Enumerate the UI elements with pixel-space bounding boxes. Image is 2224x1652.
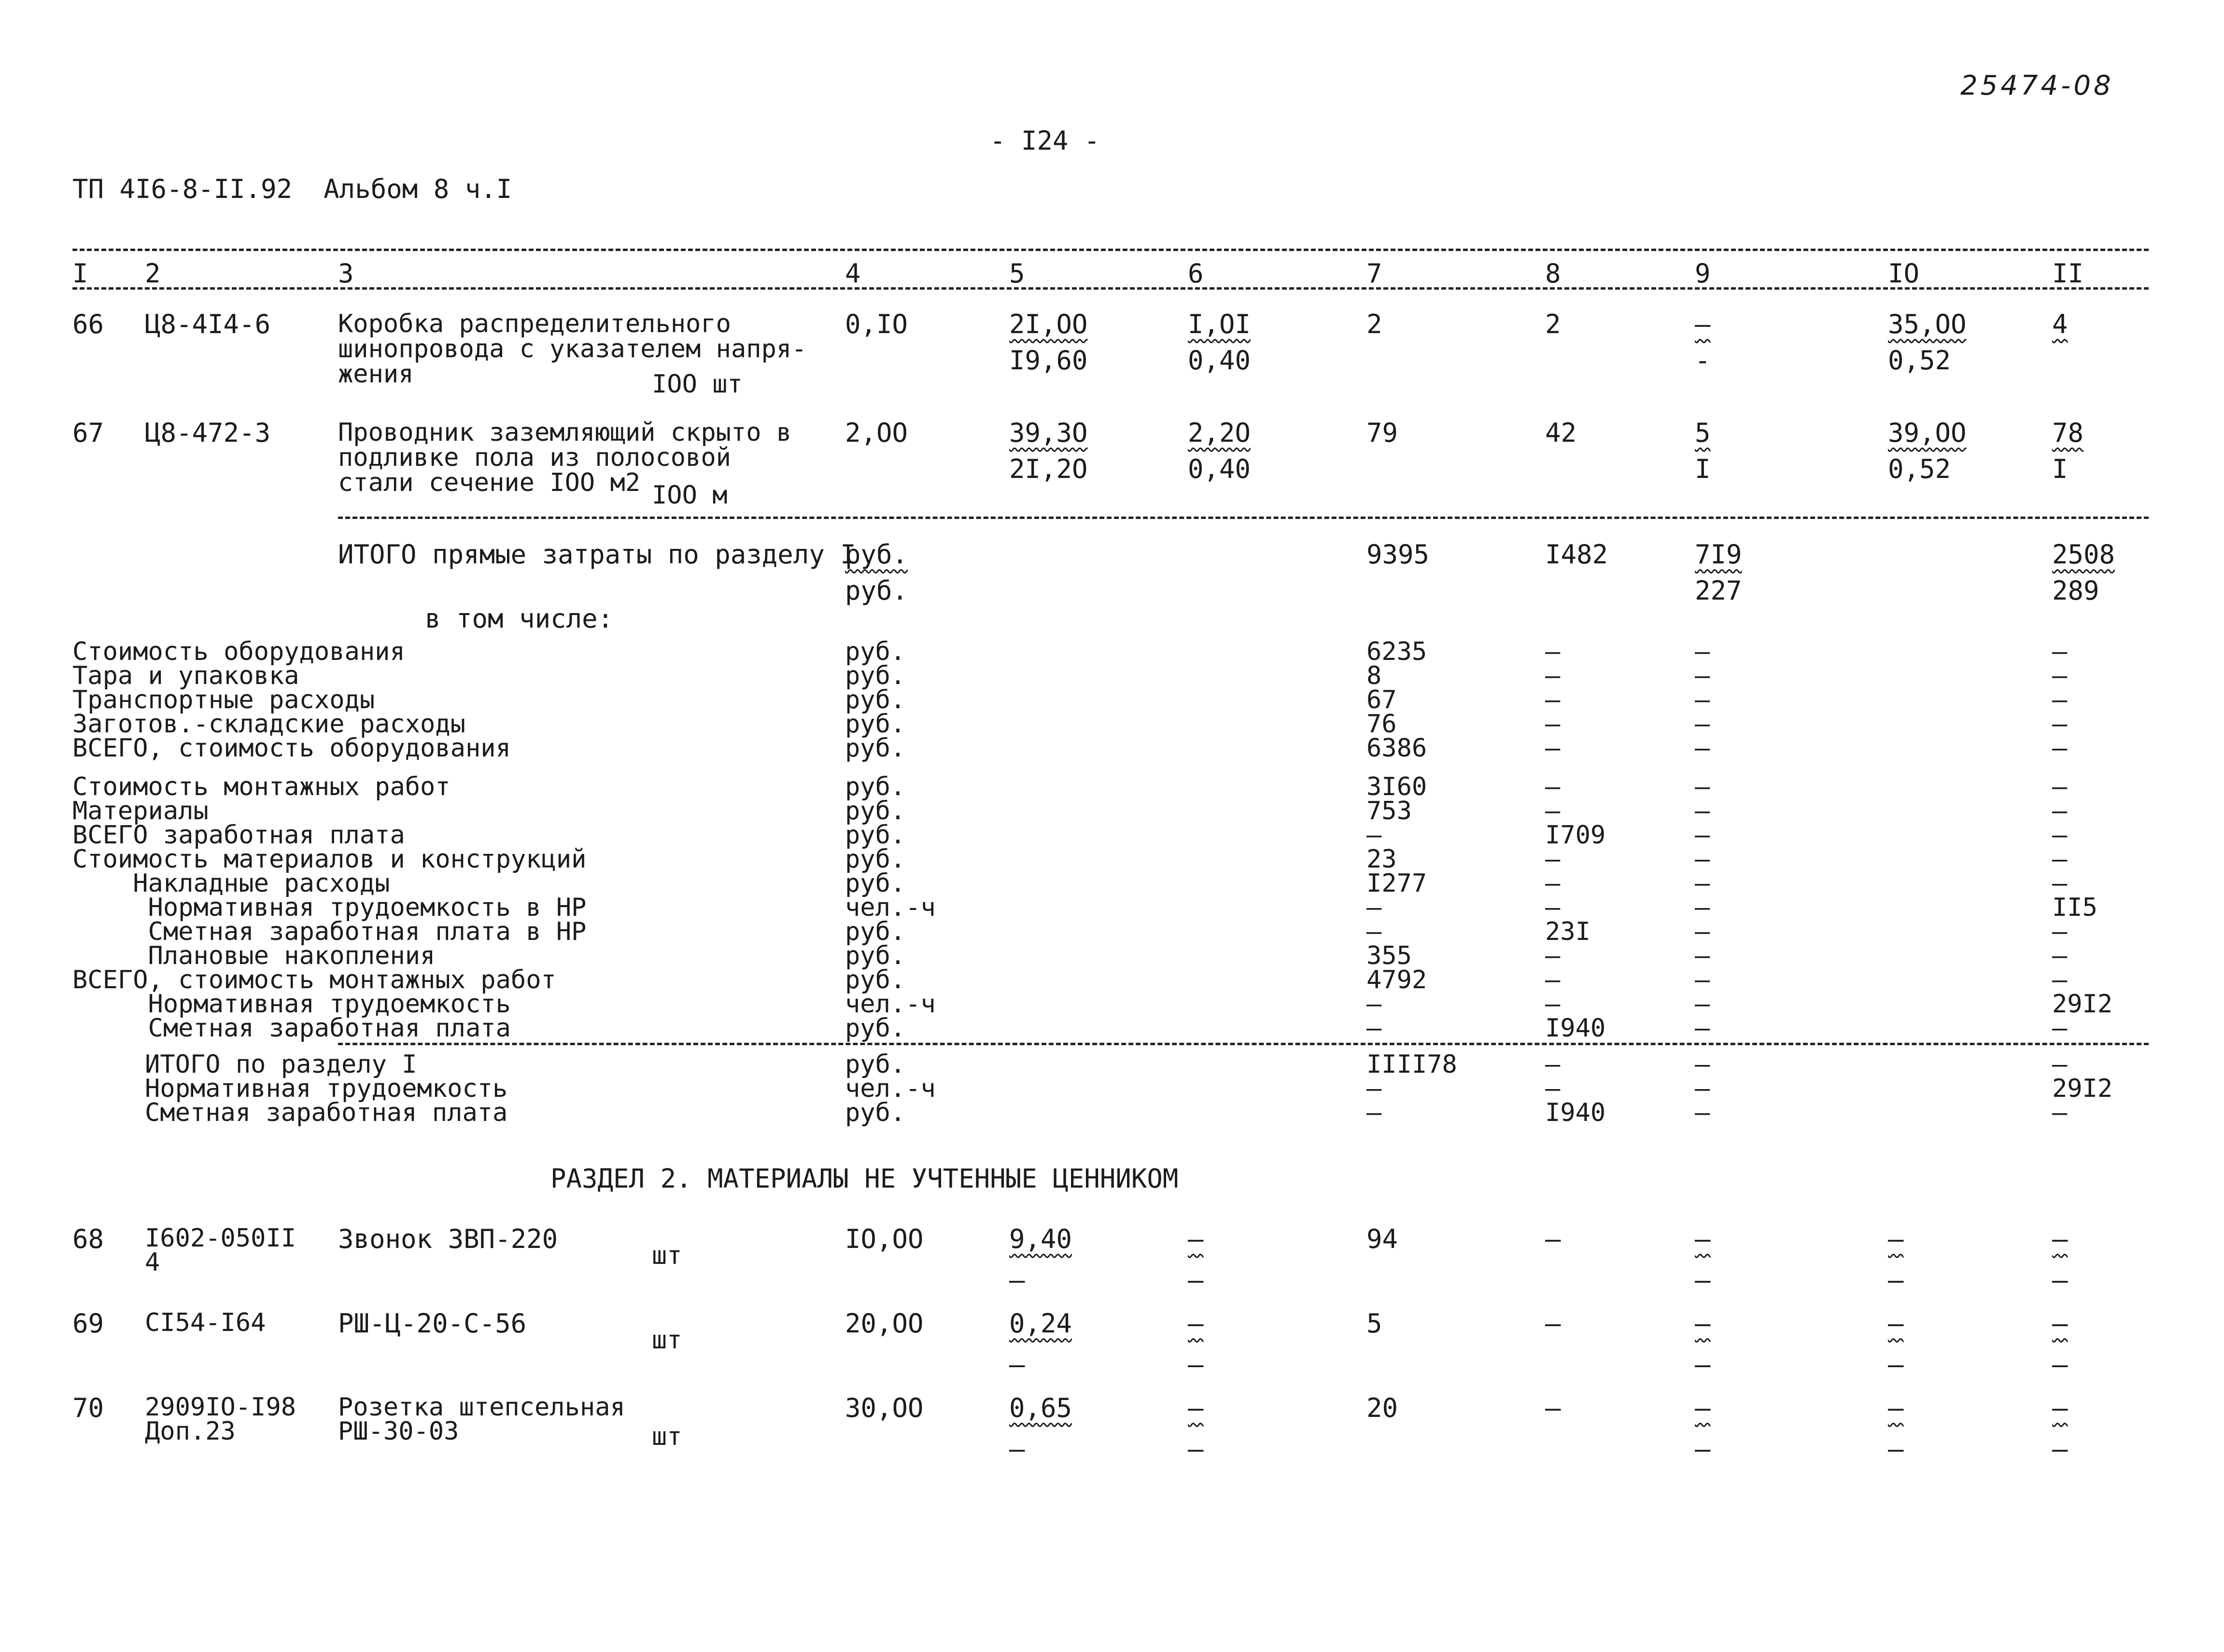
row-col10-bottom: 0,52	[1888, 454, 1951, 484]
row-code: Ц8-4I4-6	[145, 309, 271, 339]
section-total-units: руб. чел.-ч руб.	[845, 1050, 936, 1127]
page-number: - I24 -	[990, 126, 1100, 156]
row-col10-top: 39,OO	[1888, 418, 1967, 448]
row-unit: IOO шт	[652, 370, 743, 399]
row-name: РШ-Ц-20-С-56	[338, 1308, 527, 1339]
row-col11-bottom: I	[2052, 454, 2068, 484]
row-col5-top: 39,3O	[1009, 418, 1088, 448]
equipment-col9: – – – – –	[1695, 637, 1710, 763]
row-col8: –	[1545, 1393, 1561, 1423]
row-col9-top: –	[1695, 309, 1711, 339]
col-9: 9	[1695, 258, 1711, 289]
document-number: 25474-08	[1960, 70, 2114, 101]
mounting-col7: 3I60 753 – 23 I277 – – 355 4792 – –	[1366, 772, 1427, 1043]
col-6: 6	[1188, 258, 1204, 289]
row-col9-top: –	[1695, 1224, 1711, 1254]
total-direct-label: ИТОГО прямые затраты по разделу I	[338, 539, 856, 570]
including-label: в том числе:	[425, 603, 614, 634]
row-col6-bottom: –	[1188, 1434, 1204, 1464]
section-total-col11: – 29I2 –	[2052, 1050, 2113, 1127]
row-col7: 2	[1366, 309, 1382, 339]
row-col5-bottom: 2I,2O	[1009, 454, 1088, 484]
row-col5-top: 9,40	[1009, 1224, 1072, 1254]
total-direct-col8: I482	[1545, 539, 1608, 570]
row-code: 2909IO-I98 Доп.23	[145, 1393, 296, 1446]
col-4: 4	[845, 258, 861, 289]
album-header: ТП 4I6-8-II.92 Альбом 8 ч.I	[72, 174, 512, 204]
row-col9-top: –	[1695, 1308, 1711, 1339]
row-col8: –	[1545, 1224, 1561, 1254]
row-col9-top: –	[1695, 1393, 1711, 1423]
row-col11-top: 4	[2052, 309, 2068, 339]
row-col10-top: –	[1888, 1224, 1904, 1254]
mounting-col11: – – – – – II5 – – – 29I2 –	[2052, 772, 2113, 1043]
row-name: Коробка распределительного шинопровода с указателем напря- жения	[338, 309, 807, 389]
row-col11-top: –	[2052, 1393, 2068, 1423]
total-direct-col7: 9395	[1366, 539, 1430, 570]
row-col6-top: –	[1188, 1308, 1204, 1339]
row-code: I602-050II 4	[145, 1224, 296, 1277]
row-col10-top: –	[1888, 1393, 1904, 1423]
total-direct-col9-top: 7I9	[1695, 539, 1742, 570]
col-10: IO	[1888, 258, 1920, 289]
row-col9-bottom: –	[1695, 1349, 1711, 1380]
section-total-col7: IIII78 – –	[1366, 1050, 1457, 1127]
row-col7: 20	[1366, 1393, 1398, 1423]
row-col9-bottom: –	[1695, 1265, 1711, 1295]
row-col6-bottom: –	[1188, 1349, 1204, 1380]
row-qty: 30,OO	[845, 1393, 924, 1423]
row-qty: 2,OO	[845, 418, 908, 448]
row-code: CI54-I64	[145, 1308, 266, 1337]
row-col6-bottom: 0,40	[1188, 454, 1251, 484]
row-no: 68	[72, 1224, 104, 1254]
col-3: 3	[338, 258, 354, 289]
row-no: 67	[72, 418, 104, 448]
row-col9-bottom: -	[1695, 345, 1711, 376]
total-direct-col11-bottom: 289	[2052, 575, 2099, 606]
row-col7: 5	[1366, 1308, 1382, 1339]
row-no: 70	[72, 1393, 104, 1423]
total-direct-col11-top: 2508	[2052, 539, 2115, 570]
row-col9-bottom: –	[1695, 1434, 1711, 1464]
col-7: 7	[1366, 258, 1382, 289]
total-direct-col9-bottom: 227	[1695, 575, 1742, 606]
divider-section-total	[338, 1043, 2149, 1045]
row-col6-top: 2,2O	[1188, 418, 1251, 448]
row-col8: 42	[1545, 418, 1577, 448]
row-qty: IO,OO	[845, 1224, 924, 1254]
divider-header	[72, 287, 2149, 290]
divider-totals	[338, 517, 2149, 519]
row-col5-top: 0,24	[1009, 1308, 1072, 1339]
divider-top	[72, 249, 2149, 251]
row-unit: шт	[652, 1241, 682, 1270]
col-1: I	[72, 258, 88, 289]
row-col10-bottom: –	[1888, 1265, 1904, 1295]
row-col5-top: 2I,OO	[1009, 309, 1088, 339]
row-no: 66	[72, 309, 104, 339]
equipment-units: руб. руб. руб. руб. руб.	[845, 637, 906, 763]
section-total-col9: – – –	[1695, 1050, 1710, 1127]
row-col6-top: –	[1188, 1224, 1204, 1254]
row-name: Звонок ЗВП-220	[338, 1224, 558, 1254]
row-col9-bottom: I	[1695, 454, 1711, 484]
section-total-col8: – – I940	[1545, 1050, 1606, 1127]
row-col9-top: 5	[1695, 418, 1711, 448]
row-col6-top: I,OI	[1188, 309, 1251, 339]
equipment-col7: 6235 8 67 76 6386	[1366, 637, 1427, 763]
row-col11-bottom: –	[2052, 1265, 2068, 1295]
row-col11-top: 78	[2052, 418, 2084, 448]
row-qty: 0,IO	[845, 309, 908, 339]
row-col6-bottom: 0,40	[1188, 345, 1251, 376]
row-col6-bottom: –	[1188, 1265, 1204, 1295]
col-8: 8	[1545, 258, 1561, 289]
row-col7: 94	[1366, 1224, 1398, 1254]
row-col10-bottom: –	[1888, 1349, 1904, 1380]
mounting-units: руб. руб. руб. руб. руб. чел.-ч руб. руб. руб. чел.-ч руб.	[845, 772, 936, 1043]
equipment-labels: Стоимость оборудования Тара и упаковка Транспортные расходы Заготов.-складские расходы ВСЕГО, стоимость оборудования	[72, 637, 511, 763]
row-col7: 79	[1366, 418, 1398, 448]
row-col10-top: 35,OO	[1888, 309, 1967, 339]
row-name: Розетка штепсельная РШ-30-03	[338, 1393, 625, 1446]
row-code: Ц8-472-3	[145, 418, 271, 448]
row-col8: 2	[1545, 309, 1561, 339]
row-name: Проводник заземляющий скрыто в подливке пола из полосовой стали сечение IOO м2	[338, 418, 792, 497]
row-col5-bottom: I9,60	[1009, 345, 1088, 376]
row-no: 69	[72, 1308, 104, 1339]
row-col5-bottom: –	[1009, 1434, 1025, 1464]
row-col10-bottom: –	[1888, 1434, 1904, 1464]
row-unit: шт	[652, 1422, 682, 1451]
mounting-col9: – – – – – – – – – – –	[1695, 772, 1710, 1043]
col-5: 5	[1009, 258, 1025, 289]
row-col11-bottom: –	[2052, 1434, 2068, 1464]
mounting-col8: – – I709 – – – 23I – – – I940	[1545, 772, 1606, 1043]
row-unit: IOO м	[652, 481, 728, 510]
row-col10-bottom: 0,52	[1888, 345, 1951, 376]
row-col11-top: –	[2052, 1308, 2068, 1339]
row-col11-top: –	[2052, 1224, 2068, 1254]
col-11: II	[2052, 258, 2084, 289]
row-qty: 20,OO	[845, 1308, 924, 1339]
row-col5-bottom: –	[1009, 1265, 1025, 1295]
row-col5-bottom: –	[1009, 1349, 1025, 1380]
total-direct-unit-a: руб.	[845, 539, 908, 570]
row-unit: шт	[652, 1326, 682, 1355]
equipment-col8: – – – – –	[1545, 637, 1561, 763]
section-2-title: РАЗДЕЛ 2. МАТЕРИАЛЫ НЕ УЧТЕННЫЕ ЦЕННИКОМ	[550, 1163, 1179, 1194]
row-col10-top: –	[1888, 1308, 1904, 1339]
total-direct-unit-b: руб.	[845, 575, 908, 606]
row-col8: –	[1545, 1308, 1561, 1339]
row-col6-top: –	[1188, 1393, 1204, 1423]
section-total-labels: ИТОГО по разделу I Нормативная трудоемкость Сметная заработная плата	[145, 1050, 508, 1127]
mounting-labels: Стоимость монтажных работ Материалы ВСЕГО заработная плата Стоимость материалов и конструкций Накладные расходы Нормативная трудоемкость в НР Сметная заработная плата в НР Плановые накопления ВСЕГО, стоимость монтажных работ Нормативная трудоемкость Сметная заработная плата	[72, 772, 587, 1043]
col-2: 2	[145, 258, 161, 289]
row-col5-top: 0,65	[1009, 1393, 1072, 1423]
row-col11-bottom: –	[2052, 1349, 2068, 1380]
equipment-col11: – – – – –	[2052, 637, 2068, 763]
